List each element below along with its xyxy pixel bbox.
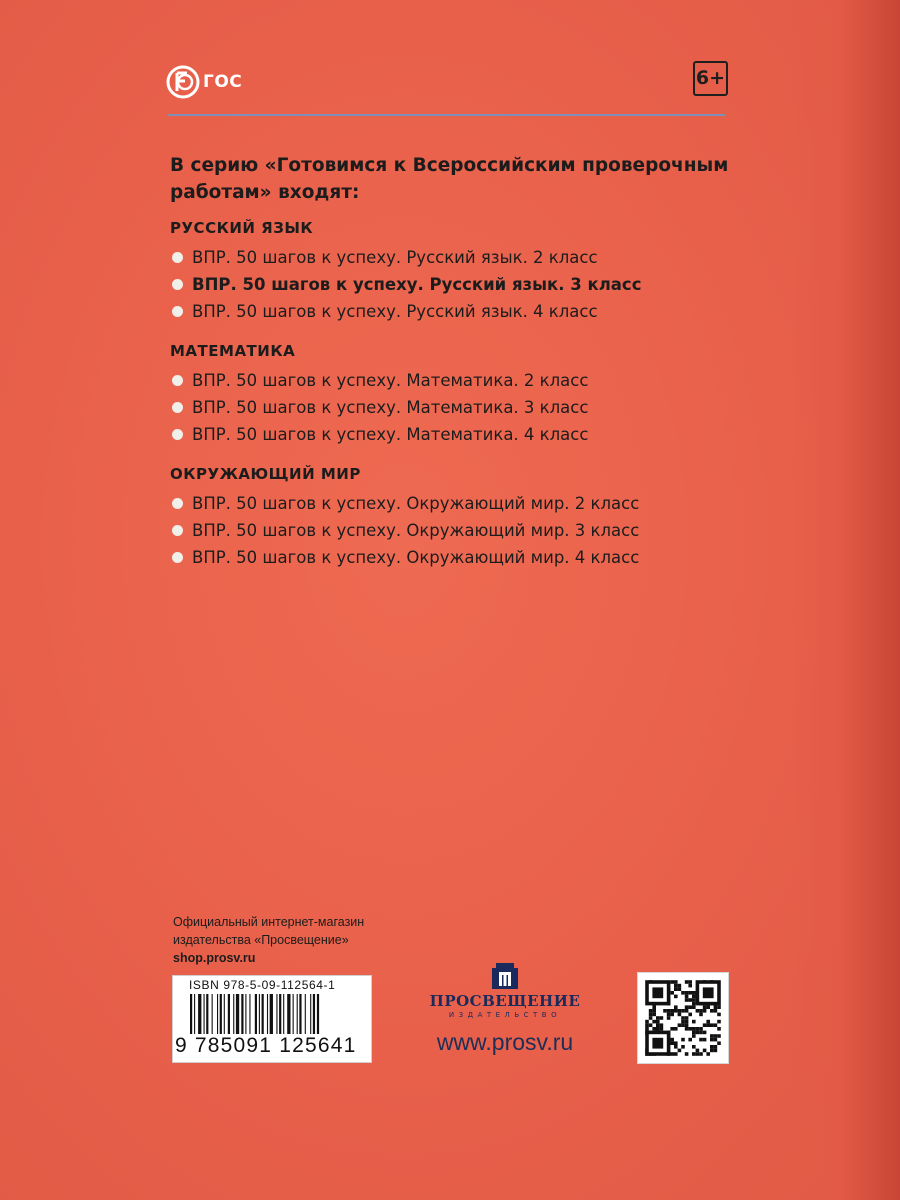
fgos-logo-text: ГОС [203,72,243,92]
isbn-barcode-block [172,975,372,1063]
section-russian [170,216,750,325]
shop-line-2: издательства «Просвещение» [173,933,349,947]
bullet-icon [172,306,183,317]
book-title: ВПР. 50 шагов к успеху. Математика. 2 класс [192,371,589,390]
bullet-icon [172,429,183,440]
list-item [170,367,750,394]
book-title: ВПР. 50 шагов к успеху. Русский язык. 2 класс [192,248,598,267]
barcode-icon [190,994,360,1034]
isbn-label: ISBN 978-5-09-112564-1 [189,978,336,992]
list-item [170,298,750,325]
age-rating-badge: 6+ [693,61,728,96]
shop-line-1: Официальный интернет-магазин [173,915,365,929]
book-title: ВПР. 50 шагов к успеху. Русский язык. 4 класс [192,302,598,321]
shop-url: shop.prosv.ru [173,951,256,965]
list-item [170,517,750,544]
bullet-icon [172,498,183,509]
publisher-url: www.prosv.ru [436,1029,574,1055]
series-intro: В серию «Готовимся к Всероссийским проверочным работам» входят: [170,155,729,203]
qr-code-icon [637,972,729,1064]
section-world [170,462,750,571]
publisher-block [425,962,585,1056]
section-title: ОКРУЖАЮЩИЙ МИР [170,465,361,483]
section-math [170,339,750,448]
section-title: МАТЕМАТИКА [170,342,296,360]
book-title: ВПР. 50 шагов к успеху. Математика. 3 класс [192,398,589,417]
book-title: ВПР. 50 шагов к успеху. Окружающий мир. 2 класс [192,494,640,513]
fgos-logo [165,64,242,100]
book-title: ВПР. 50 шагов к успеху. Окружающий мир. 3 класс [192,521,640,540]
section-title: РУССКИЙ ЯЗЫК [170,219,314,237]
bullet-icon [172,252,183,263]
list-item [170,394,750,421]
book-title: ВПР. 50 шагов к успеху. Окружающий мир. 4 класс [192,548,640,567]
list-item [170,421,750,448]
list-item-current [170,271,750,298]
list-item [170,544,750,571]
publisher-emblem-icon [491,962,519,990]
publisher-subtitle: ИЗДАТЕЛЬСТВО [448,1011,562,1019]
bullet-icon [172,375,183,386]
publisher-name: ПРОСВЕЩЕНИЕ [429,992,581,1010]
book-list [170,244,750,325]
book-title: ВПР. 50 шагов к успеху. Русский язык. 3 класс [192,275,642,294]
shop-info [173,913,364,967]
header-divider [168,114,725,116]
bullet-icon [172,525,183,536]
isbn-digits: 9 785091 125641 [175,1034,357,1057]
cover-edge-shade [790,0,900,1200]
list-item [170,490,750,517]
book-list [170,367,750,448]
bullet-icon [172,279,183,290]
book-title: ВПР. 50 шагов к успеху. Математика. 4 класс [192,425,589,444]
bullet-icon [172,402,183,413]
fgos-logo-icon [165,64,201,100]
list-item [170,244,750,271]
series-list [170,152,750,585]
book-list [170,490,750,571]
bullet-icon [172,552,183,563]
